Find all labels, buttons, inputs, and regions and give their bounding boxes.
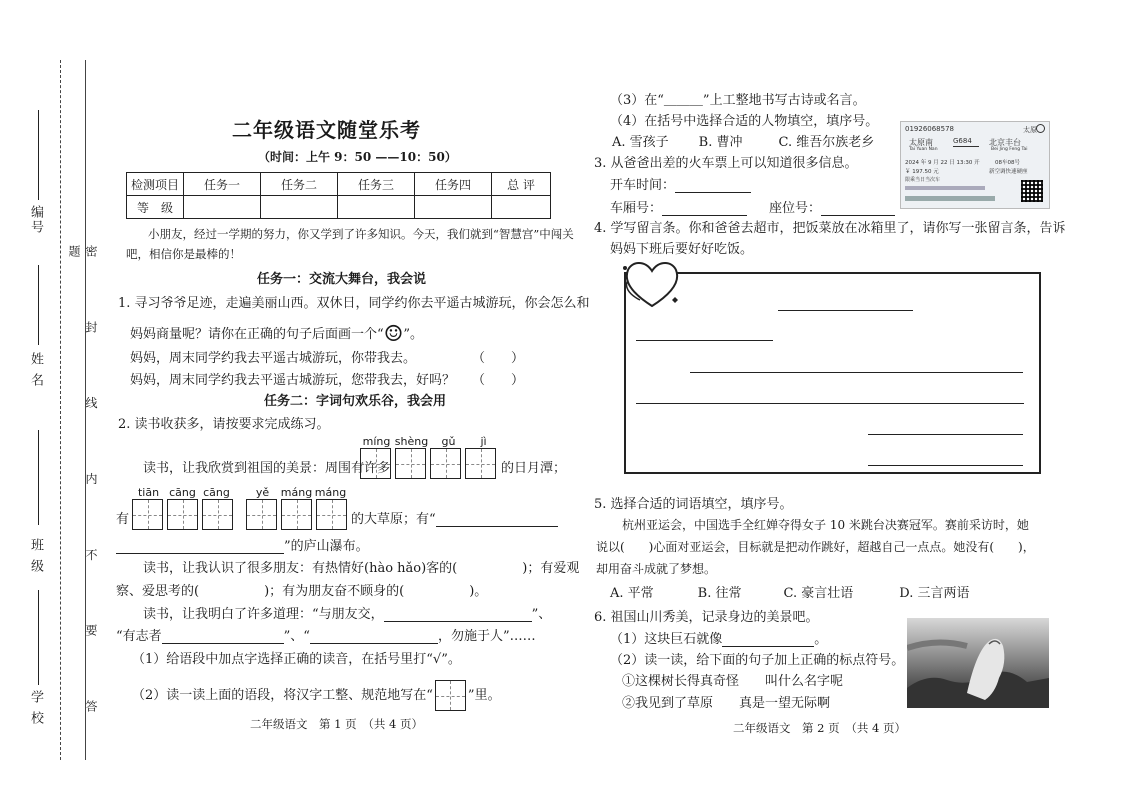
number-label: 编号 [28, 205, 43, 235]
q6-title: 6. 祖国山川秀美，记录身边的美景吧。 [594, 610, 819, 625]
read-line-2-start: 有 [116, 512, 130, 527]
q1-line1: 1. 寻习爷爷足迹，走遍美丽山西。双休日，同学约你去平遥古城游玩，你会怎么和 [118, 296, 590, 311]
task2-title: 任务二：字词句欢乐谷，我会用 [264, 394, 447, 409]
sub-question-1: （1）给语段中加点字选择正确的读音，在括号里打“√”。 [132, 652, 461, 667]
ticket-seat-class: 新空调快速硬座 [989, 169, 1028, 175]
read-line-1: 读书，让我欣赏到祖国的美景：周围有许多 [143, 461, 391, 476]
pinyin: tiān [137, 486, 160, 499]
q5-paragraph-1: 杭州亚运会，中国选手全红婵夺得女子 10 米跳台决赛冠军。赛前采访时，她 [622, 518, 1029, 532]
rock-landscape-photo [907, 618, 1049, 708]
tianzi-grid-row-1[interactable] [360, 448, 500, 479]
page-title: 二年级语文随堂乐考 [232, 118, 421, 142]
q5-paragraph-3: 却用奋斗成就了梦想。 [596, 562, 717, 576]
smiley-icon: ☺ [383, 322, 404, 347]
ticket-station: 太原 [1023, 126, 1037, 134]
school-label: 学 校 [28, 690, 43, 727]
grade-cell[interactable] [338, 196, 415, 219]
blank[interactable] [821, 201, 895, 216]
ticket-to-pinyin: Bei Jing Feng Tai [991, 147, 1028, 152]
qr-code-icon [1021, 180, 1043, 202]
school-line [38, 590, 39, 685]
ticket-barcode [905, 196, 995, 201]
intro-line-2: 吧，相信你是最棒的！ [126, 247, 241, 261]
q3-title: 3. 从爸爸出差的火车票上可以知道很多信息。 [594, 156, 858, 171]
table-header: 任务四 [415, 173, 492, 196]
grade-cell[interactable] [261, 196, 338, 219]
q6-sentence-2: ②我见到了草原 真是一望无际啊 [622, 696, 831, 711]
blank[interactable] [675, 178, 751, 193]
ticket-car-seat: 08车08号 [995, 160, 1020, 166]
q2-title: 2. 读书收获多，请按要求完成练习。 [118, 417, 330, 432]
pinyin: gǔ [441, 435, 456, 448]
tianzi-grid-row-2a[interactable] [132, 499, 237, 530]
q2-sub4-options: A. 雪孩子 B. 曹冲 C. 维吾尔族老乡 [612, 135, 875, 150]
ticket-seal-icon [1036, 124, 1045, 133]
q1-answer-paren[interactable]: （ ） [472, 373, 525, 388]
ticket-price: ￥ 197.50 元 [905, 169, 939, 175]
q2-sub3: （3）在“＿＿＿”上工整地书写古诗或名言。 [610, 93, 866, 108]
note-line-date[interactable] [868, 465, 1023, 466]
class-label: 班 级 [28, 538, 43, 575]
pinyin: yě [255, 486, 270, 499]
pinyin: máng [314, 486, 347, 499]
pinyin: shèng [394, 435, 429, 448]
sub-question-2: （2）读一读上面的语段，将汉字工整、规范地写在“ ”里。 [132, 680, 501, 711]
ticket-train: G684 [953, 137, 972, 145]
pinyin: cāng [203, 486, 230, 499]
ticket-from: 太原南 [909, 138, 933, 147]
seal-line-text: 密 封 线 内 不 要 答 题 [67, 245, 98, 742]
name-line [38, 265, 39, 345]
ticket-arrow [953, 146, 979, 147]
read-line-1-end: 的日月潭； [501, 461, 567, 476]
pinyin: cāng [169, 486, 196, 499]
intro-line-1: 小朋友，经过一学期的努力，你又学到了许多知识。今天，我们就到“智慧宫”中闯关 [148, 227, 574, 241]
q4-title-line2: 妈妈下班后要好好吃饭。 [610, 242, 754, 257]
q1-option-1: 妈妈，周末同学约我去平遥古城游玩，你带我去。 [130, 351, 417, 366]
blank[interactable] [310, 629, 438, 644]
read-line-2-mid: 的大草原；有“ [351, 508, 558, 527]
q6-sentence-1: ①这棵树长得真奇怪 叫什么名字呢 [622, 674, 844, 689]
ticket-from-pinyin: Tai Yuan Nan [909, 147, 938, 152]
blank[interactable] [662, 201, 747, 216]
ticket-serial: 01926068578 [905, 125, 954, 133]
table-row-label: 等 级 [127, 196, 184, 219]
q1-answer-paren[interactable]: （ ） [472, 351, 525, 366]
note-line-signature[interactable] [868, 434, 1023, 435]
table-header: 任务二 [261, 173, 338, 196]
read-line-3: 读书，让我认识了很多朋友：有热情好(hào hǎo)客的( )；有爱观 [143, 561, 580, 576]
read-line-2-end: ”的庐山瀑布。 [116, 535, 369, 554]
read-line-4: 读书，让我明白了许多道理：“与朋友交， ”、 [143, 607, 552, 622]
note-line-salutation[interactable] [778, 310, 913, 311]
read-line-4b: “有志者 ”、“ ，勿施于人”…… [116, 629, 536, 644]
heart-icon [620, 256, 684, 310]
ticket-to: 北京丰台 [989, 138, 1021, 147]
blank[interactable] [116, 539, 284, 554]
seal-dashed-line [60, 60, 61, 760]
q6-sub1: （1）这块巨石就像 。 [610, 632, 828, 647]
table-header: 检测项目 [127, 173, 184, 196]
pinyin: máng [280, 486, 313, 499]
grade-cell[interactable] [184, 196, 261, 219]
train-ticket-image [900, 121, 1050, 209]
class-line [38, 430, 39, 525]
pinyin: jì [480, 435, 487, 448]
table-header: 总 评 [492, 173, 551, 196]
blank[interactable] [162, 629, 284, 644]
read-line-3b: 察、爱思考的( )；有为朋友奋不顾身的( )。 [116, 584, 488, 599]
blank[interactable] [722, 632, 814, 647]
task1-title: 任务一：交流大舞台，我会说 [257, 272, 427, 287]
number-line [38, 110, 39, 200]
blank[interactable] [436, 512, 558, 527]
q1-line2: 妈妈商量呢？请你在正确的句子后面画一个“☺”。 [130, 322, 424, 347]
q6-sub2: （2）读一读，给下面的句子加上正确的标点符号。 [610, 653, 905, 668]
ticket-date: 2024 年 9 月 22 日 13:30 开 [905, 160, 980, 166]
grade-cell[interactable] [415, 196, 492, 219]
q1-option-2: 妈妈，周末同学约我去平遥古城游玩，您带我去，好吗？ [130, 373, 456, 388]
field-car-seat: 车厢号： 座位号： [610, 197, 895, 216]
grade-cell[interactable] [492, 196, 551, 219]
note-line[interactable] [636, 403, 1024, 404]
footer-page-2: 二年级语文 第 2 页 （共 4 页） [733, 721, 907, 735]
table-header: 任务三 [338, 173, 415, 196]
table-header: 任务一 [184, 173, 261, 196]
tianzi-grid-sample [435, 680, 466, 711]
q5-title: 5. 选择合适的词语填空，填序号。 [594, 497, 793, 512]
q4-title-line1: 4. 学写留言条。你和爸爸去超市，把饭菜放在冰箱里了，请你写一张留言条，告诉 [594, 221, 1066, 236]
seal-solid-line [85, 60, 86, 760]
message-note-box[interactable] [624, 272, 1041, 474]
ticket-note: 限乘当日当次车 [905, 177, 941, 183]
blank[interactable] [384, 607, 532, 622]
note-line[interactable] [636, 340, 773, 341]
ticket-id-bar [905, 186, 985, 190]
footer-page-1: 二年级语文 第 1 页 （共 4 页） [250, 717, 424, 731]
score-table [126, 172, 551, 219]
tianzi-grid-row-2b[interactable] [246, 499, 351, 530]
field-depart-time: 开车时间： [610, 174, 751, 193]
pinyin: míng [362, 435, 391, 448]
note-line[interactable] [690, 372, 1023, 373]
q5-options: A. 平常 B. 往常 C. 豪言壮语 D. 三言两语 [610, 586, 970, 601]
q2-sub4: （4）在括号中选择合适的人物填空，填序号。 [610, 114, 879, 129]
exam-time: （时间：上午 9：50 ——10：50） [258, 150, 457, 164]
q5-paragraph-2: 说以( )心面对亚运会，目标就是把动作跳好，超越自己一点点。她没有( )， [596, 540, 1035, 554]
name-label: 姓 名 [28, 352, 43, 389]
